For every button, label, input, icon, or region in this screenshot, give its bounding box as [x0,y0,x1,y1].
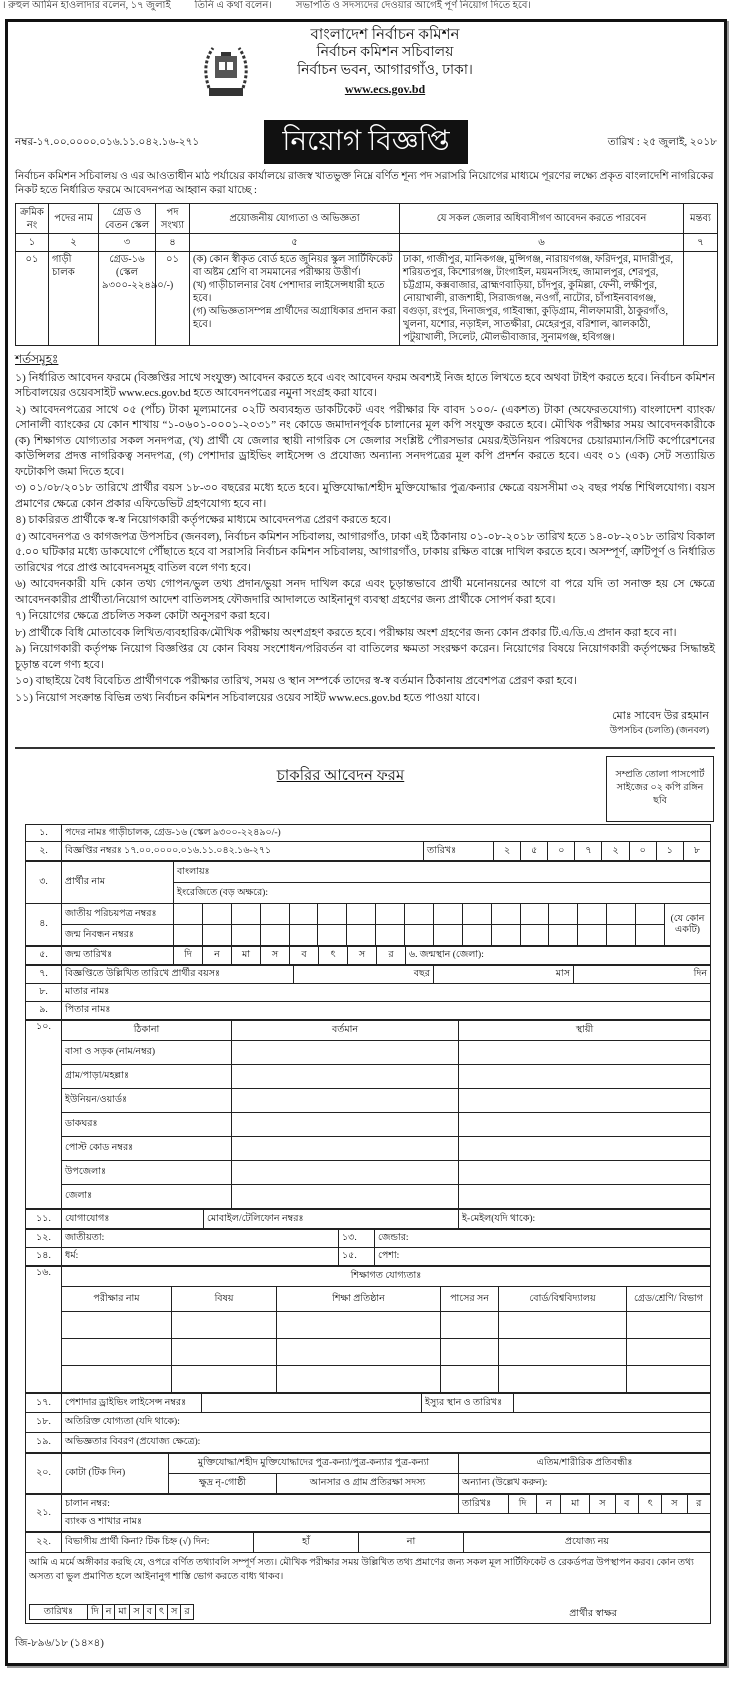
present-address-input[interactable] [232,1041,459,1065]
form-title: চাকরির আবেদন ফরম [276,768,405,784]
condition-item: ৪) চাকরিরত প্রার্থীকে স্ব-স্ব নিয়োগকারী কর্তৃপক্ষের মাধ্যমে আবেদনপত্র প্রেরণ করতে হবে। [15,514,391,526]
condition-item: ২) আবেদনপত্রের সাথে ০৫ (পাঁচ) টাকা মূল্যমানের ০২টি অব্যবহৃত ডাকটিকেট এবং পরীক্ষার ফি বাবদ ১০০/- (একশত) টাকা (অফেরতযোগ্য) বাংলাদেশ ব্যাংক/সোনালী ব্যাংকের যে কোন শাখায় “১-০৬০১-০০০১-২০৩১” নং কোডে জমাদানপূর্বক চালানের মূল কপি সংযুক্ত করতে হবে। মৌখিক পরীক্ষার সময় আবেদনকারীকে (ক) শিক্ষাগত যোগ্যতার সকল সনদপত্র, (খ) প্রার্থী যে জেলার স্থায়ী নাগরিক সে জেলার সংশ্লিষ্ট পৌরসভার মেয়র/ইউনিয়ন পরিষদের চেয়ারম্যান/সিটি কর্পোরেশনের কাউন্সিলর প্রদত্ত নাগরিকত্ব সনদপত্র, (গ) পেশাদার ড্রাইভিং লাইসেন্স ও প্রযোজ্য অন্যান্য সনদপত্রের মূল কপি প্রদর্শন করতে হবে। এবং ০১ (এক) সেট সত্যায়িত ফটোকপি জমা দিতে হবে। [15,403,715,478]
edu-cell[interactable] [172,1312,277,1339]
challan-number-field[interactable]: চালান নম্বর: [62,1495,459,1514]
age-day-field[interactable]: দিন [574,966,711,984]
nid-box[interactable] [289,904,318,925]
col-header: পদের নাম [49,204,99,234]
qualification-item: (খ) গাড়ীচালনার বৈধ পেশাদার লাইসেন্সধারী হতে হবে। [193,280,385,304]
challan-date-box[interactable]: ব [615,1495,639,1514]
email-field[interactable]: ই-মেইল(যদি থাকে): [459,1210,711,1229]
nid-box[interactable] [520,904,549,925]
option-not-applicable[interactable]: প্রযোজ্য নয় [464,1533,711,1553]
departmental-label: বিভাগীয় প্রার্থী কিনা? টিক চিহ্ন (√) দিন: [62,1533,254,1553]
quota-table [25,1453,711,1494]
challan-date-box[interactable]: স [590,1495,615,1514]
issue-label: ইস্যুর স্থান ও তারিখঃ [422,1394,514,1413]
edu-cell[interactable] [499,1366,627,1393]
row-number: ১২. [26,1230,62,1248]
edu-cell[interactable] [172,1366,277,1393]
nid-box[interactable] [549,904,578,925]
extra-qualification-field[interactable]: অতিরিক্ত যোগ্যতা (যদি থাকে): [62,1413,711,1433]
col-number: ২ [49,234,99,252]
sign-date-box[interactable]: র [181,1605,193,1620]
sign-date-box[interactable]: মা [115,1605,130,1620]
either-one-note: (যে কোন একটি) [665,904,711,946]
notice-header [15,26,717,106]
birth-reg-box[interactable] [231,925,260,946]
dob-label: জন্ম তারিখঃ [62,947,174,965]
clip-text: । রুহুল আমিন হাওলাদার বলেন, ১৭ জুলাই [2,0,171,11]
birth-reg-box[interactable] [636,925,665,946]
dob-box[interactable]: ব [290,947,319,965]
nid-box[interactable] [405,904,434,925]
form-row-3-4 [25,861,711,946]
row-number: ১. [26,825,62,842]
circular-number-field: বিজ্ঞপ্তির নম্বরঃ ১৭.০০.০০০০.০১৬.১১.০৪২.১৬-২৭১ [62,842,424,861]
col-number: ১ [16,234,49,252]
edu-cell[interactable] [62,1312,172,1339]
post-name-field[interactable]: পদের নামঃ গাড়ীচালক, গ্রেড-১৬ (স্কেল ৯৩০০-২২৪৯০/-) [62,825,711,842]
row-number: ১৫. [339,1248,375,1266]
signatory-designation: উপসচিব (চলতি) (জনবল) [609,726,709,736]
dob-box[interactable]: র [377,947,406,965]
declaration-cell [26,1553,711,1624]
dob-box[interactable]: ৎ [319,947,348,965]
permanent-address-header: স্থায়ী [459,1021,711,1041]
edu-cell[interactable] [277,1312,441,1339]
age-label: বিজ্ঞপ্তিতে উল্লিখিত তারিখে প্রার্থীর বয়সঃ [62,966,294,984]
election-commission-logo-icon [201,40,251,102]
permanent-address-input[interactable] [459,1089,711,1113]
row-number: ১৬. [26,1267,62,1393]
col-number: ৪ [156,234,190,252]
nid-box[interactable] [318,904,347,925]
website-link[interactable]: www.ecs.gov.bd [344,82,426,96]
experience-field[interactable]: অভিজ্ঞতার বিবরণ (প্রযোজ্য ক্ষেত্রে): [62,1433,711,1453]
sign-date-box[interactable]: ৎ [156,1605,168,1620]
declaration-footer [29,1604,707,1620]
date-digit: ০ [629,842,656,861]
challan-date-box[interactable]: দি [509,1495,537,1514]
present-address-input[interactable] [232,1089,459,1113]
contact-label: যোগাযোগঃ [62,1210,204,1229]
date-digit: ২ [602,842,629,861]
quota-ansar[interactable]: আনসার ও গ্রাম প্রতিরক্ষা সদস্য [277,1474,459,1494]
condition-item: ৮) প্রার্থীকে বিধি মোতাবেক লিখিত/ব্যবহারিক/মৌখিক পরীক্ষায় অংশগ্রহণ করতে হবে। পরীক্ষায় অংশ গ্রহণের জন্য কোন প্রকার টি.এ/ডি.এ প্রদান করা হবে না। [15,626,677,639]
photo-box: সম্প্রতি তোলা পাসপোর্ট সাইজের ০২ কপি রঙ্গিন ছবি [606,756,714,822]
form-row-12-15 [25,1229,711,1266]
age-month-field[interactable]: মাস [434,966,574,984]
name-bangla-field[interactable]: বাংলায়ঃ [174,862,711,883]
row-number: ২. [26,842,62,861]
condition-item: ৫) আবেদনপত্র ও কাগজপত্র উপসচিব (জনবল), নির্বাচন কমিশন সচিবালয়, আগারগাঁও, ঢাকা এই ঠিকানায় ০১-০৮-২০১৮ তারিখ হতে ১৪-০৮-২০১৮ তারিখ বিকাল ৫.০০ ঘটিকার মধ্যে ডাকযোগে পৌঁছাতে হবে বা সরাসরি নির্বাচন কমিশন সচিবালয়, আগারগাঁও, ঢাকায় রক্ষিত বাক্সে দাখিল করতে হবে। অসম্পূর্ণ, ত্রুটিপূর্ণ ও নির্ধারিত তারিখের পরে প্রাপ্ত আবেদনসমূহ বাতিল বলে গণ্য হবে। [15,530,715,574]
section-divider [15,747,715,749]
sign-date-box[interactable]: স [130,1605,143,1620]
condition-item: ১১) নিয়োগ সংক্রান্ত বিভিন্ন তথ্য নির্বাচন কমিশন সচিবালয়ের ওয়েব সাইট www.ecs.gov.bd হতে পাওয়া যাবে। [15,691,480,704]
dob-box[interactable]: ন [203,947,232,965]
dob-box[interactable]: দি [174,947,203,965]
row-number: ৫. [26,947,62,965]
applicant-signature-label: প্রার্থীর স্বাক্ষর [569,1609,617,1619]
address-field-label: গ্রাম/পাড়া/মহল্লাঃ [62,1065,232,1089]
nid-box[interactable] [607,904,636,925]
signatory-name: মোঃ সাবেদ উর রহমান [612,710,709,722]
address-field-label: ইউনিয়ন/ওয়ার্ডঃ [62,1089,232,1113]
challan-date-box[interactable]: স [662,1495,687,1514]
form-row-11 [25,1209,711,1229]
sign-date-box[interactable]: স [168,1605,181,1620]
address-field-label: পোস্ট কোড নম্বরঃ [62,1137,232,1161]
name-english-field[interactable]: ইংরেজিতে (বড় অক্ষরে): [174,883,711,904]
notice-date: তারিখ : ২৫ জুলাই, ২০১৮ [607,136,717,148]
edu-cell[interactable] [441,1339,499,1366]
edu-col-header: শিক্ষা প্রতিষ্ঠান [277,1287,441,1312]
condition-item: ৬) আবেদনকারী যদি কোন তথ্য গোপন/ভুল তথ্য প্রদান/ভুয়া সনদ দাখিল করে এবং চূড়ান্তভাবে প্রার্থী মনোনয়নের আগে বা পরে যদি তা সনাক্ত হয় সে ক্ষেত্রে আবেদনকারীর প্রার্থীতা/নিয়োগ আদেশ বাতিলসহ ফৌজদারি আদালতে আইনানুগ ব্যবস্থা গ্রহণের জন্য প্রার্থীকে সোপর্দ করা হবে। [15,578,715,606]
permanent-address-input[interactable] [459,1041,711,1065]
col-number: ৬ [400,234,684,252]
license-label: পেশাদার ড্রাইভিং লাইসেন্স নম্বরঃ [62,1394,202,1413]
edu-cell[interactable] [627,1339,711,1366]
permanent-address-input[interactable] [459,1065,711,1089]
permanent-address-input[interactable] [459,1137,711,1161]
edu-col-header: বোর্ড/বিশ্ববিদ্যালয় [499,1287,627,1312]
option-no[interactable]: না [359,1533,464,1553]
form-row-5 [25,946,711,965]
birth-reg-box[interactable] [260,925,289,946]
nid-box[interactable] [347,904,376,925]
address-field-label: ডাকঘরঃ [62,1113,232,1137]
row-number: ২২. [26,1533,62,1553]
license-input[interactable] [202,1394,422,1413]
birth-reg-label: জন্ম নিবন্ধন নম্বরঃ [62,925,174,946]
col-header: ক্রমিক নং [16,204,49,234]
org-address: নির্বাচন ভবন, আগারগাঁও, ঢাকা। [297,63,473,78]
edu-cell[interactable] [627,1366,711,1393]
sign-date-boxes [29,1604,194,1620]
challan-date-box[interactable]: মা [561,1495,590,1514]
condition-item: ৯) নিয়োগকারী কর্তৃপক্ষ নিয়োগ বিজ্ঞপ্তির যে কোন বিষয় সংশোধন/পরিবর্তন বা বাতিলের ক্ষমতা সংরক্ষণ করেন। নিয়োগের বিষয়ে নিয়োগকারী কর্তৃপক্ষের সিদ্ধান্তই চূড়ান্ত বলে গণ্য হবে। [15,643,715,671]
applicant-name-label: প্রার্থীর নাম [62,862,174,904]
form-row-1-2 [25,824,711,861]
edu-cell[interactable] [277,1339,441,1366]
present-address-input[interactable] [232,1161,459,1185]
education-title: শিক্ষাগত যোগ্যতাঃ [62,1267,711,1287]
birth-reg-box[interactable] [549,925,578,946]
address-header: ঠিকানা [62,1021,232,1041]
qualification-item: (গ) অভিজ্ঞতাসম্পন্ন প্রার্থীদের অগ্রাধিকার প্রদান করা হবে। [193,306,396,330]
serial-cell: ০১ [16,252,49,346]
footer-code: জি-৮৯৬/১৮ (১৪×৪) [15,1638,104,1649]
challan-date-box[interactable]: র [687,1495,710,1514]
birth-reg-box[interactable] [433,925,462,946]
nid-box[interactable] [578,904,607,925]
challan-table [25,1494,711,1532]
qualification-cell [190,252,400,346]
col-number: ৫ [190,234,400,252]
birth-reg-box[interactable] [174,925,203,946]
religion-field[interactable]: ধর্ম: [62,1248,339,1266]
newspaper-clipping-strip [0,0,750,11]
row-number: ১৮. [26,1413,62,1433]
sign-date-label: তারিখঃ [30,1605,88,1620]
issue-input[interactable] [514,1394,711,1413]
row-number: ১৪. [26,1248,62,1266]
quota-ethnic[interactable]: ক্ষুদ্র নৃ-গোষ্ঠী [169,1474,277,1494]
sign-date-box[interactable]: দি [88,1605,103,1620]
secretariat-name: নির্বাচন কমিশন সচিবালয় [316,45,454,60]
edu-col-header: পাসের সন [441,1287,499,1312]
nid-box[interactable] [376,904,405,925]
permanent-address-input[interactable] [459,1161,711,1185]
date-digit: ০ [548,842,575,861]
quota-other[interactable]: অন্যান্য (উল্লেখ করুন): [459,1474,711,1494]
qualification-item: (ক) কোন স্বীকৃত বোর্ড হতে জুনিয়র স্কুল সার্টিফিকেট বা অষ্টম শ্রেণি বা সমমানের পরীক্ষায় উত্তীর্ণ। [193,254,393,278]
father-name-field[interactable]: পিতার নামঃ [62,1002,711,1020]
nationality-field[interactable]: জাতীয়তা: [62,1230,339,1248]
edu-col-header: বিষয় [172,1287,277,1312]
dob-box[interactable]: স [348,947,377,965]
dob-box[interactable]: স [261,947,290,965]
edu-cell[interactable] [627,1312,711,1339]
present-address-input[interactable] [232,1113,459,1137]
row-number: ১১. [26,1210,62,1229]
col-number: ৩ [99,234,156,252]
mother-name-field[interactable]: মাতার নামঃ [62,984,711,1002]
memo-number: নম্বর-১৭.০০.০০০০.০১৬.১১.০৪২.১৬-২৭১ [15,136,200,148]
row-number: ৩. [26,862,62,904]
row-number: ১০. [26,1021,62,1209]
conditions-section [15,352,715,707]
birth-reg-box[interactable] [405,925,434,946]
conditions-heading: শর্তসমূহঃ [15,352,59,366]
present-address-header: বর্তমান [232,1021,459,1041]
col-header: পদ সংখ্যা [156,204,190,234]
condition-item: ৩) ০১/০৮/২০১৮ তারিখে প্রার্থীর বয়স ১৮-৩০ বছরের মধ্যে হতে হবে। মুক্তিযোদ্ধা/শহীদ মুক্তিযোদ্ধার পুত্র/কন্যার ক্ষেত্রে বয়সসীমা ৩২ বছর পর্যন্ত শিথিলযোগ্য। বয়স প্রমাণের ক্ষেত্রে কোন প্রকার এফিডেভিট গ্রহণযোগ্য হবে না। [15,482,715,510]
option-yes[interactable]: হাঁ [254,1533,359,1553]
date-digit: ৭ [575,842,602,861]
form-title-wrap [15,756,606,786]
edu-cell[interactable] [172,1339,277,1366]
birth-reg-box[interactable] [202,925,231,946]
address-field-label: জেলাঃ [62,1185,232,1209]
col-header: গ্রেড ও বেতন স্কেল [99,204,156,234]
edu-col-header: পরীক্ষার নাম [62,1287,172,1312]
gender-field[interactable]: জেন্ডার: [375,1230,711,1248]
form-heading-row [15,756,717,822]
col-header: মন্তব্য [684,204,718,234]
permanent-address-input[interactable] [459,1185,711,1209]
districts-cell: ঢাকা, গাজীপুর, মানিকগঞ্জ, মুন্সিগঞ্জ, নারায়ণগঞ্জ, ফরিদপুর, মাদারীপুর, শরিয়তপুর, কিশোরগঞ্জ, টাংগাইল, ময়মনসিংহ, জামালপুর, শেরপুর, চট্টগ্রাম, কক্সবাজার, ব্রাহ্মণবাড়িয়া, চাঁদপুর, কুমিল্লা, ফেনী, লক্ষীপুর, নোয়াখালী, রাজশাহী, সিরাজগঞ্জ, নওগাঁ, নাটোর, চাঁপাইনবাবগঞ্জ, বগুড়া, রংপুর, দিনাজপুর, গাইবান্ধা, কুড়িগ্রাম, নীলফামারী, ঠাকুরগাঁও, খুলনা, যশোর, নড়াইল, সাতক্ষীরা, মেহেরপুর, বরিশাল, ঝালকাঠী, পটুয়াখালী, সিলেট, মৌলভীবাজার, সুনামগঞ্জ, হবিগঞ্জ। [400,252,684,346]
nid-label: জাতীয় পরিচয়পত্র নম্বরঃ [62,904,174,925]
page-title: নিয়োগ বিজ্ঞপ্তি [264,120,468,164]
edu-cell[interactable] [441,1366,499,1393]
count-cell: ০১ [156,252,190,346]
bank-branch-field[interactable]: ব্যাংক ও শাখার নামঃ [62,1514,711,1532]
birth-reg-box[interactable] [462,925,491,946]
challan-date-label: তারিখঃ [459,1495,509,1514]
condition-item: ১) নির্ধারিত আবেদন ফরমে (বিজ্ঞপ্তির সাথে সংযুক্ত) আবেদন করতে হবে এবং আবেদন ফরম অবশ্যই নিজ হাতে লিখতে হবে অথবা টাইপ করতে হবে। নির্বাচন কমিশন সচিবালয়ের ওয়েবসাইট www.ecs.gov.bd হতে আবেদনপত্রের নমুনা সংগ্রহ করা যাবে। [15,371,715,399]
row-number: ৪. [26,904,62,946]
challan-date-box[interactable]: ৎ [639,1495,662,1514]
birth-reg-box[interactable] [376,925,405,946]
condition-item: ১০) বাছাইয়ে বৈধ বিবেচিত প্রার্থীগণকে পরীক্ষার তারিখ, সময় ও স্থান সম্পর্কে তাদের স্ব-স্ব বর্তমান ঠিকানায় প্রবেশপত্র প্রেরণ করা হবে। [15,675,577,687]
signatory-block [15,709,717,739]
col-header: যে সকল জেলার অধিবাসীগণ আবেদন করতে পারবেন [400,204,684,234]
clip-text: সভাপতি ও সদস্যদের দেওয়ার আগেই পূর্ণ নিয়োগ দিতে হবে। [295,0,532,11]
quota-freedom-fighter[interactable]: মুক্তিযোদ্ধা/শহীদ মুক্তিযোদ্ধাদের পুত্র-কন্যা/পুত্র-কন্যার পুত্র-কন্যা [169,1454,459,1474]
vacancy-table [15,203,718,346]
departmental-table [25,1532,711,1624]
present-address-input[interactable] [232,1137,459,1161]
memo-title-row [15,120,717,164]
nid-box[interactable] [231,904,260,925]
present-address-input[interactable] [232,1185,459,1209]
declaration-text: আমি এ মর্মে অঙ্গীকার করছি যে, ওপরে বর্ণিত তথ্যাবলি সম্পূর্ণ সত্য। মৌখিক পরীক্ষার সময় উল্লিখিত তথ্য প্রমাণের জন্য সকল মূল সার্টিফিকেট ও রেকর্ডপত্র উপস্থাপন করব। কোন তথ্য অসত্য বা ভুল প্রমাণিত হলে আইনানুগ শাস্তি ভোগ করতে বাধ্য থাকব। [29,1558,694,1582]
edu-cell[interactable] [499,1312,627,1339]
date-digit: ১ [656,842,683,861]
col-number: ৭ [684,234,718,252]
application-form [25,824,711,1624]
age-year-field[interactable]: বছর [294,966,434,984]
col-header: প্রয়োজনীয় যোগ্যতা ও অভিজ্ঞতা [190,204,400,234]
nid-box[interactable] [260,904,289,925]
row-number: ৮. [26,984,62,1002]
birth-reg-box[interactable] [318,925,347,946]
edu-col-header: গ্রেড/শ্রেণি/ বিভাগ [627,1287,711,1312]
grade-cell: গ্রেড-১৬ (স্কেল ৯৩০০-২২৪৯০/-) [99,252,156,346]
nid-box[interactable] [174,904,203,925]
row-number: ৭. [26,966,62,984]
edu-cell[interactable] [499,1339,627,1366]
advertisement-frame [5,19,727,1666]
remarks-cell [684,252,718,346]
birth-reg-box[interactable] [578,925,607,946]
clip-text: তিনি এ কথা বলেন। [194,0,272,11]
quota-orphan-disabled[interactable]: এতিম/শারীরিক প্রতিবন্ধীঃ [459,1454,711,1474]
birth-reg-box[interactable] [289,925,318,946]
date-digit: ৮ [683,842,710,861]
row-number: ১৩. [339,1230,375,1248]
org-name: বাংলাদেশ নির্বাচন কমিশন [310,27,460,43]
occupation-field[interactable]: পেশা: [375,1248,711,1266]
address-field-label: বাসা ও সড়ক (নাম/নম্বর) [62,1041,232,1065]
row-number: ৯. [26,1002,62,1020]
form-row-17-19 [25,1393,711,1453]
nid-box[interactable] [636,904,665,925]
edu-cell[interactable] [441,1312,499,1339]
intro-paragraph: নির্বাচন কমিশন সচিবালয় ও এর আওতাধীন মাঠ পর্যায়ের কার্যালয়ে রাজস্ব খাতভুক্ত নিম্নে বর্ণিত শূন্য পদ সরাসরি নিয়োগের মাধ্যমে পূরণের লক্ষ্যে প্রকৃত বাংলাদেশি নাগরিকের নিকট হতে নির্ধারিত ফরমে আবেদনপত্র আহ্বান করা যাচ্ছে : [15,171,714,196]
challan-date-box[interactable]: ন [537,1495,561,1514]
nid-box[interactable] [462,904,491,925]
row-number: ১৭. [26,1394,62,1413]
birth-reg-box[interactable] [607,925,636,946]
edu-cell[interactable] [62,1339,172,1366]
date-digit: ৫ [521,842,548,861]
sign-date-box[interactable]: ন [102,1605,115,1620]
edu-cell[interactable] [62,1366,172,1393]
birthplace-field[interactable]: ৬. জন্মস্থান (জেলা): [406,947,711,965]
row-number: ১৯. [26,1433,62,1453]
post-cell: গাড়ী চালক [49,252,99,346]
date-label: তারিখঃ [424,842,494,861]
address-table [25,1020,711,1209]
dob-box[interactable]: মা [232,947,261,965]
edu-cell[interactable] [277,1366,441,1393]
address-field-label: উপজেলাঃ [62,1161,232,1185]
date-digit: ২ [494,842,521,861]
nid-box[interactable] [433,904,462,925]
condition-item: ৭) নিয়োগের ক্ষেত্রে প্রচলিত সকল কোটা অনুসরণ করা হবে। [15,610,270,622]
birth-reg-box[interactable] [347,925,376,946]
sign-date-box[interactable]: ব [143,1605,155,1620]
education-table [25,1266,711,1393]
permanent-address-input[interactable] [459,1113,711,1137]
nid-box[interactable] [491,904,520,925]
nid-box[interactable] [202,904,231,925]
quota-label: কোটা (টিক দিন) [62,1454,169,1494]
mobile-field[interactable]: মোবাইল/টেলিফোন নম্বরঃ [204,1210,459,1229]
row-number: ২১. [26,1495,62,1532]
birth-reg-box[interactable] [520,925,549,946]
form-row-7-9 [25,965,711,1020]
present-address-input[interactable] [232,1065,459,1089]
birth-reg-box[interactable] [491,925,520,946]
row-number: ২০. [26,1454,62,1494]
